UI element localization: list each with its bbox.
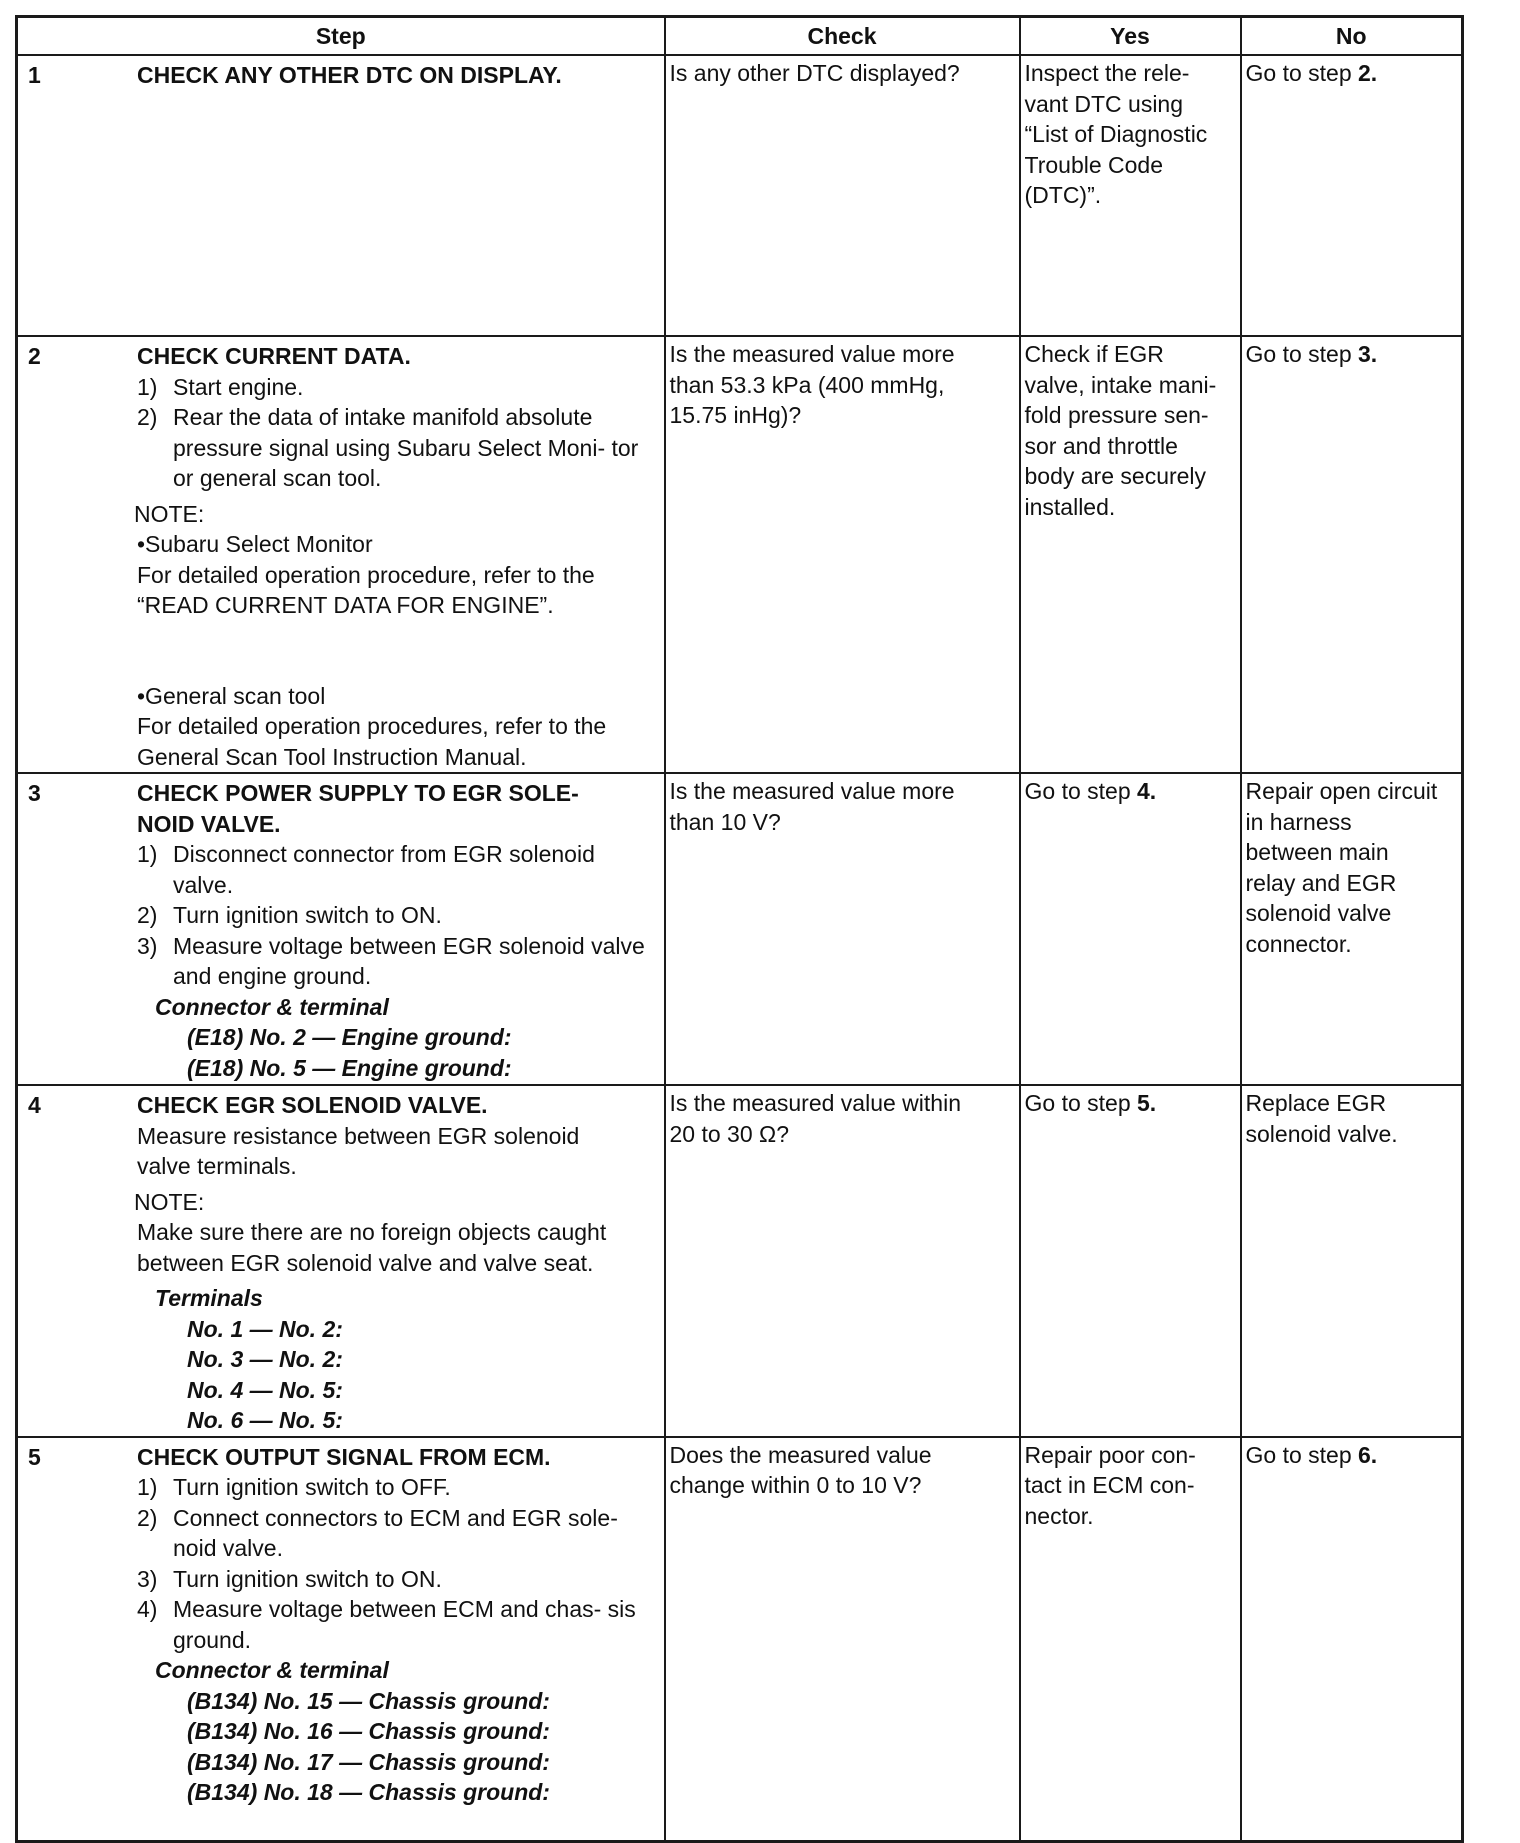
step-cell [17, 1085, 665, 1437]
yes-line: sor and throttle [1024, 432, 1178, 459]
step-number: 3 [28, 780, 41, 806]
step-title-line: CHECK POWER SUPPLY TO EGR SOLE- [137, 780, 579, 806]
item-text: Connect connectors to ECM and EGR sole- noid valve. [173, 1504, 618, 1561]
step-title: CHECK CURRENT DATA. [137, 343, 411, 369]
procedure-item [137, 1503, 656, 1564]
item-number: 2) [137, 902, 158, 928]
procedure-item [137, 900, 656, 931]
check-cell: Is any other DTC displayed? [665, 55, 1020, 336]
yes-cell [1020, 1437, 1241, 1842]
body-line: Measure resistance between EGR solenoid [137, 1122, 580, 1149]
yes-cell [1020, 1085, 1241, 1437]
check-cell [665, 1085, 1020, 1437]
note-line: For detailed operation procedure, refer to the [137, 561, 595, 588]
item-number: 1) [137, 1474, 158, 1500]
item-number: 2) [137, 404, 158, 430]
table-row [17, 1437, 1463, 1842]
yes-text: Go to step [1024, 778, 1138, 804]
yes-cell [1020, 336, 1241, 773]
spec-label: Connector & terminal [155, 993, 389, 1020]
header-check: Check [665, 17, 1020, 56]
procedure-item [137, 931, 656, 992]
step-number: 1 [28, 62, 41, 88]
no-cell [1241, 1085, 1463, 1437]
step-cell [17, 773, 665, 1085]
item-number: 1) [137, 841, 158, 867]
yes-line: Trouble Code [1024, 151, 1164, 178]
no-line: relay and EGR [1245, 869, 1397, 896]
check-line: than 53.3 kPa (400 mmHg, [669, 371, 945, 398]
item-number: 1) [137, 373, 158, 400]
step-cell [17, 55, 665, 336]
note-line: “READ CURRENT DATA FOR ENGINE”. [137, 592, 554, 618]
spec-line: (E18) No. 2 — Engine ground: [187, 1024, 512, 1050]
yes-line: vant DTC using [1024, 90, 1184, 117]
procedure-item [137, 372, 656, 403]
yes-line: (DTC)”. [1024, 182, 1102, 208]
step-number: 4 [28, 1092, 41, 1118]
note-line: between EGR solenoid valve and valve seat. [137, 1249, 594, 1276]
no-text: Go to step [1245, 60, 1359, 86]
spec-line: (B134) No. 15 — Chassis ground: [187, 1687, 550, 1714]
check-line: Is the measured value within [669, 1090, 961, 1116]
table-row [17, 336, 1463, 773]
spec-line: (B134) No. 16 — Chassis ground: [187, 1718, 550, 1744]
table-row [17, 773, 1463, 1085]
yes-step-ref: 4. [1137, 778, 1157, 804]
procedure-item [137, 402, 656, 494]
item-text: Disconnect connector from EGR solenoid valve. [173, 841, 595, 898]
step-cell [17, 1437, 665, 1842]
no-line: connector. [1245, 930, 1352, 957]
spec-line: No. 3 — No. 2: [187, 1346, 343, 1372]
item-number: 4) [137, 1596, 158, 1622]
step-number: 2 [28, 343, 41, 369]
header-row [17, 17, 1463, 56]
yes-line: body are securely [1024, 463, 1207, 489]
step-title-line: NOID VALVE. [137, 810, 281, 837]
spec-line: No. 6 — No. 5: [187, 1407, 343, 1433]
check-line: Is the measured value more [669, 778, 955, 804]
spec-label: Terminals [155, 1285, 263, 1311]
step-title: CHECK ANY OTHER DTC ON DISPLAY. [137, 62, 562, 88]
no-line: between main [1245, 839, 1389, 865]
check-line: 20 to 30 Ω? [669, 1120, 790, 1147]
spec-line: No. 1 — No. 2: [187, 1315, 343, 1342]
item-number: 2) [137, 1504, 158, 1531]
note-line: General Scan Tool Instruction Manual. [137, 743, 527, 770]
check-cell [665, 336, 1020, 773]
yes-line: valve, intake mani- [1024, 371, 1217, 398]
yes-line: Inspect the rele- [1024, 60, 1190, 86]
no-text: Go to step [1245, 341, 1359, 367]
note-line: Make sure there are no foreign objects caught [137, 1219, 607, 1245]
spec-line: (B134) No. 17 — Chassis ground: [187, 1748, 550, 1775]
yes-line: Check if EGR [1024, 341, 1164, 367]
diagnostic-table [15, 15, 1464, 1843]
check-line: change within 0 to 10 V? [669, 1472, 922, 1498]
no-cell [1241, 773, 1463, 1085]
procedure-item [137, 1472, 656, 1503]
check-line: Is the measured value more [669, 341, 955, 367]
item-text: Turn ignition switch to OFF. [173, 1474, 451, 1500]
note-label: NOTE: [134, 500, 205, 527]
body-line: valve terminals. [137, 1153, 297, 1179]
yes-line: Repair poor con- [1024, 1441, 1196, 1468]
item-number: 3) [137, 1565, 158, 1592]
no-cell [1241, 336, 1463, 773]
yes-line: installed. [1024, 493, 1116, 520]
yes-line: tact in ECM con- [1024, 1472, 1195, 1498]
yes-cell [1020, 55, 1241, 336]
table-row [17, 1085, 1463, 1437]
no-line: solenoid valve [1245, 900, 1392, 926]
check-line: Does the measured value [669, 1441, 932, 1468]
table-row [17, 55, 1463, 336]
no-cell [1241, 55, 1463, 336]
no-step-ref: 6. [1358, 1441, 1378, 1468]
header-yes: Yes [1020, 17, 1241, 56]
check-cell [665, 773, 1020, 1085]
no-line: solenoid valve. [1245, 1120, 1398, 1147]
item-text: Measure voltage between ECM and chas- sis ground. [173, 1596, 636, 1653]
procedure-item [137, 839, 656, 900]
spec-line: (B134) No. 18 — Chassis ground: [187, 1779, 550, 1805]
item-number: 3) [137, 932, 158, 959]
item-text: Measure voltage between EGR solenoid valve and engine ground. [173, 932, 645, 989]
note-line: •Subaru Select Monitor [137, 531, 373, 557]
no-text: Go to step [1245, 1441, 1359, 1468]
header-step: Step [17, 17, 665, 56]
yes-line: “List of Diagnostic [1024, 121, 1208, 147]
item-text: Turn ignition switch to ON. [173, 902, 442, 928]
step-title: CHECK OUTPUT SIGNAL FROM ECM. [137, 1443, 551, 1470]
note-line: For detailed operation procedures, refer to the [137, 713, 607, 739]
yes-text: Go to step [1024, 1090, 1138, 1116]
spec-line: No. 4 — No. 5: [187, 1376, 343, 1403]
yes-line: nector. [1024, 1502, 1094, 1529]
no-line: in harness [1245, 808, 1352, 835]
header-no: No [1241, 17, 1463, 56]
step-title: CHECK EGR SOLENOID VALVE. [137, 1092, 488, 1118]
yes-cell [1020, 773, 1241, 1085]
note-label: NOTE: [134, 1188, 205, 1215]
check-line: than 10 V? [669, 808, 781, 835]
spec-line: (E18) No. 5 — Engine ground: [187, 1054, 512, 1081]
no-step-ref: 3. [1358, 341, 1378, 367]
procedure-item [137, 1594, 656, 1655]
no-line: Replace EGR [1245, 1090, 1387, 1116]
item-text: Turn ignition switch to ON. [173, 1565, 442, 1592]
note-line: •General scan tool [137, 682, 326, 709]
spec-label: Connector & terminal [155, 1657, 389, 1683]
procedure-item [137, 1564, 656, 1595]
step-cell [17, 336, 665, 773]
check-line: 15.75 inHg)? [669, 402, 802, 428]
yes-step-ref: 5. [1137, 1090, 1157, 1116]
item-text: Start engine. [173, 373, 304, 400]
check-cell [665, 1437, 1020, 1842]
step-number: 5 [28, 1443, 41, 1470]
no-line: Repair open circuit [1245, 778, 1438, 804]
yes-line: fold pressure sen- [1024, 402, 1209, 428]
item-text: Rear the data of intake manifold absolute pressure signal using Subaru Select Moni- tor or general scan tool. [173, 404, 639, 491]
no-cell [1241, 1437, 1463, 1842]
no-step-ref: 2. [1358, 60, 1378, 86]
